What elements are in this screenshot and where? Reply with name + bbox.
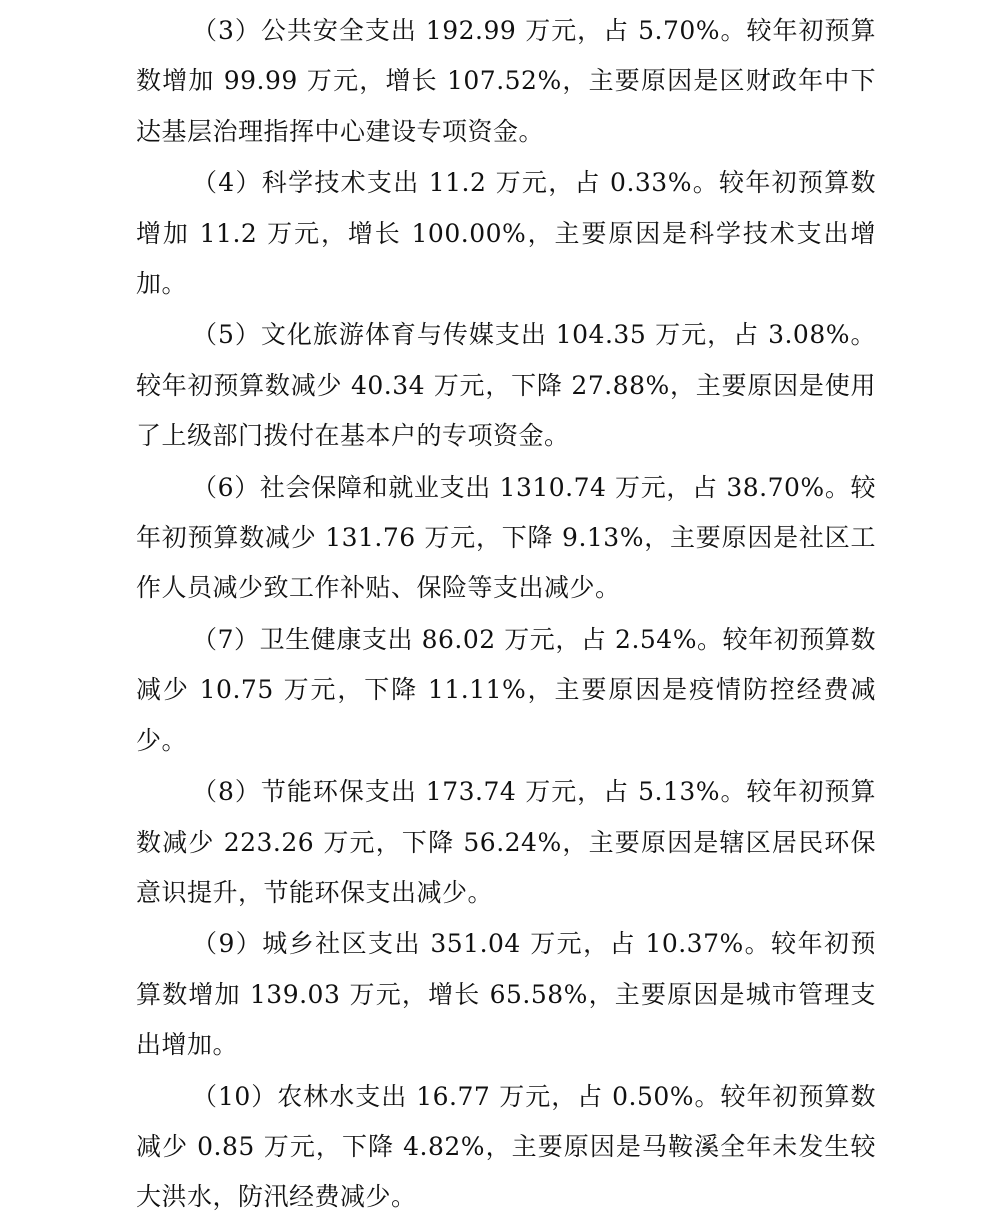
document-body [136, 6, 876, 1224]
paragraph-social-security: （6）社会保障和就业支出 1310.74 万元，占 38.70%。较年初预算数减少 131.76 万元，下降 9.13%，主要原因是社区工作人员减少致工作补贴、保险等支出减少。 [136, 472, 876, 603]
paragraph-energy-environment: （8）节能环保支出 173.74 万元，占 5.13%。较年初预算数减少 223.26 万元，下降 56.24%，主要原因是辖区居民环保意识提升，节能环保支出减少。 [136, 777, 876, 907]
paragraph-culture-tourism: （5）文化旅游体育与传媒支出 104.35 万元，占 3.08%。较年初预算数减少 40.34 万元，下降 27.88%，主要原因是使用了上级部门拨付在基本户的专项资金。 [136, 320, 876, 451]
paragraph-public-security: （3）公共安全支出 192.99 万元，占 5.70%。较年初预算数增加 99.99 万元，增长 107.52%，主要原因是区财政年中下达基层治理指挥中心建设专项资金。 [136, 16, 876, 146]
paragraph-health: （7）卫生健康支出 86.02 万元，占 2.54%。较年初预算数减少 10.75 万元，下降 11.11%，主要原因是疫情防控经费减少。 [136, 624, 876, 755]
paragraph-science-technology: （4）科学技术支出 11.2 万元，占 0.33%。较年初预算数增加 11.2 万元，增长 100.00%，主要原因是科学技术支出增加。 [136, 168, 876, 299]
paragraph-agriculture-water: （10）农林水支出 16.77 万元，占 0.50%。较年初预算数减少 0.85 万元，下降 4.82%，主要原因是马鞍溪全年未发生较大洪水，防汛经费减少。 [136, 1081, 876, 1212]
paragraph-urban-rural-community: （9）城乡社区支出 351.04 万元，占 10.37%。较年初预算数增加 139.03 万元，增长 65.58%，主要原因是城市管理支出增加。 [136, 929, 876, 1060]
